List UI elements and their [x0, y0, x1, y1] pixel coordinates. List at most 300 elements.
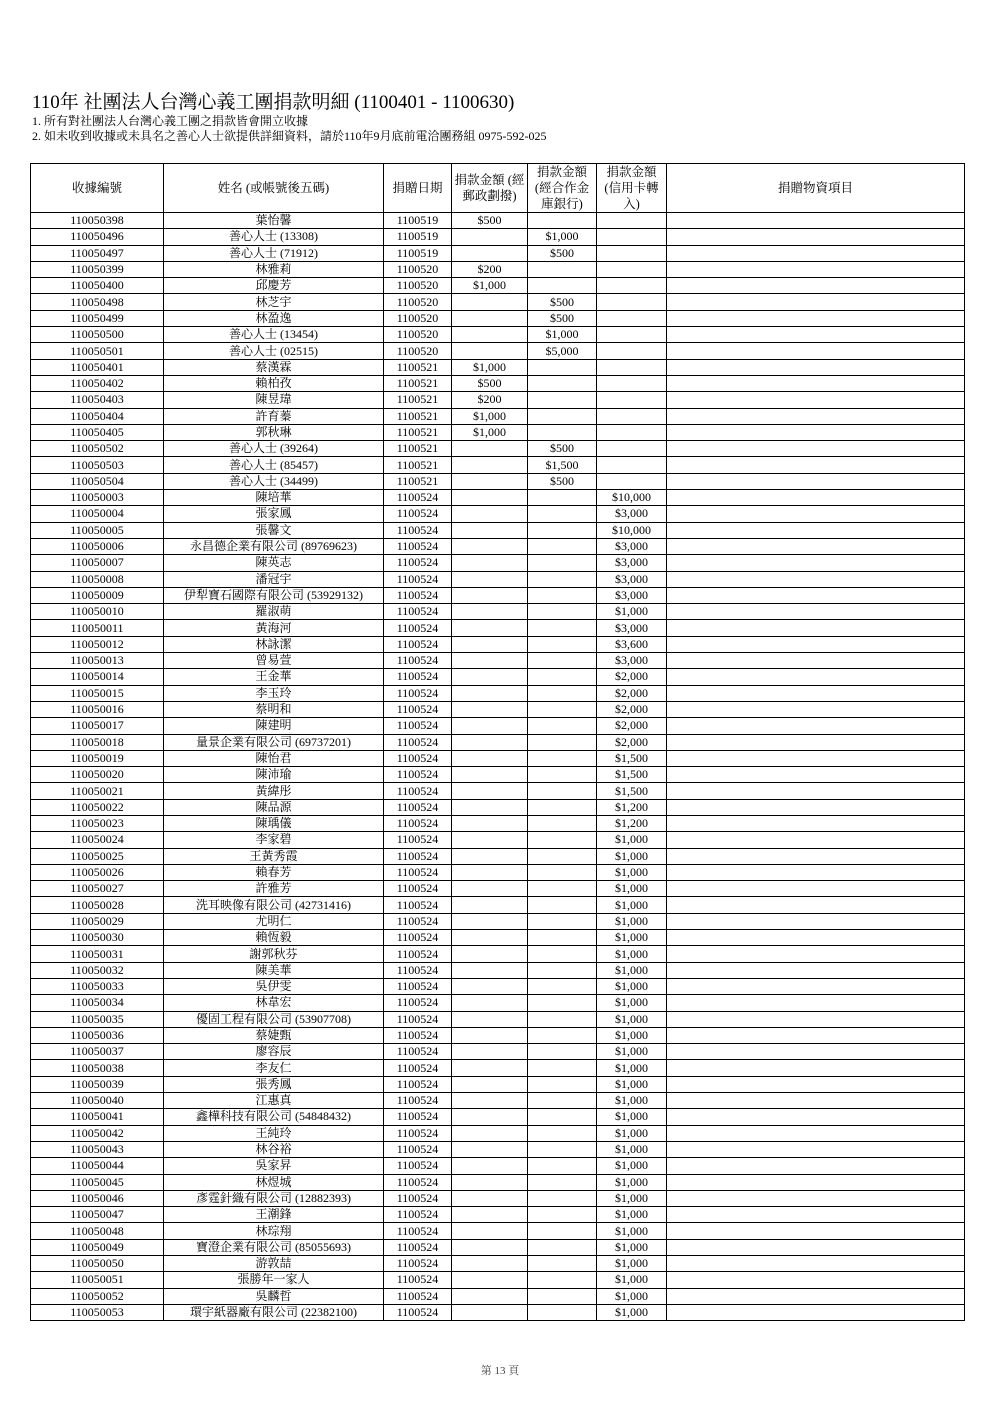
table-row	[31, 408, 965, 424]
table-row	[31, 294, 965, 310]
card-amount-cell: $1,000	[597, 1174, 667, 1190]
card-amount-cell	[597, 294, 667, 310]
card-amount-cell: $1,000	[597, 1141, 667, 1157]
bank-amount-cell: $500	[528, 310, 597, 326]
bank-amount-cell	[528, 962, 597, 978]
receipt-number-cell: 110050014	[31, 669, 164, 685]
card-amount-cell: $1,000	[597, 1256, 667, 1272]
bank-amount-cell	[528, 1239, 597, 1255]
table-row	[31, 783, 965, 799]
name-cell: 郭秋琳	[164, 424, 384, 440]
date-cell: 1100521	[384, 375, 452, 391]
receipt-number-cell: 110050016	[31, 701, 164, 717]
name-cell: 吳麟哲	[164, 1288, 384, 1304]
receipt-number-cell: 110050051	[31, 1272, 164, 1288]
bank-amount-cell	[528, 538, 597, 554]
card-amount-cell	[597, 278, 667, 294]
table-body	[31, 213, 965, 1321]
donated-items-cell	[667, 669, 965, 685]
bank-amount-cell	[528, 424, 597, 440]
receipt-number-cell: 110050401	[31, 359, 164, 375]
postal-amount-cell	[452, 799, 528, 815]
postal-amount-cell	[452, 1239, 528, 1255]
name-cell: 善心人士 (02515)	[164, 343, 384, 359]
name-cell: 吳家昇	[164, 1158, 384, 1174]
postal-amount-cell	[452, 1109, 528, 1125]
table-row	[31, 424, 965, 440]
receipt-number-cell: 110050015	[31, 685, 164, 701]
date-cell: 1100524	[384, 832, 452, 848]
table-row	[31, 685, 965, 701]
postal-amount-cell	[452, 897, 528, 913]
table-row	[31, 620, 965, 636]
postal-amount-cell	[452, 864, 528, 880]
postal-amount-cell	[452, 767, 528, 783]
table-row	[31, 1011, 965, 1027]
bank-amount-cell	[528, 1109, 597, 1125]
receipt-number-cell: 110050007	[31, 555, 164, 571]
receipt-number-cell: 110050050	[31, 1256, 164, 1272]
postal-amount-cell	[452, 457, 528, 473]
bank-amount-cell	[528, 587, 597, 603]
donated-items-cell	[667, 538, 965, 554]
postal-amount-cell	[452, 1011, 528, 1027]
date-cell: 1100524	[384, 815, 452, 831]
header-card-amount: 捐款金額 (信用卡轉入)	[597, 164, 667, 213]
donated-items-cell	[667, 424, 965, 440]
bank-amount-cell	[528, 620, 597, 636]
postal-amount-cell	[452, 636, 528, 652]
table-row	[31, 506, 965, 522]
postal-amount-cell	[452, 1174, 528, 1190]
postal-amount-cell	[452, 1207, 528, 1223]
card-amount-cell	[597, 229, 667, 245]
postal-amount-cell	[452, 718, 528, 734]
donated-items-cell	[667, 750, 965, 766]
receipt-number-cell: 110050012	[31, 636, 164, 652]
donated-items-cell	[667, 1141, 965, 1157]
bank-amount-cell	[528, 1044, 597, 1060]
receipt-number-cell: 110050399	[31, 261, 164, 277]
table-row	[31, 848, 965, 864]
card-amount-cell: $1,000	[597, 913, 667, 929]
name-cell: 陳怡君	[164, 750, 384, 766]
date-cell: 1100524	[384, 685, 452, 701]
date-cell: 1100519	[384, 245, 452, 261]
date-cell: 1100524	[384, 1076, 452, 1092]
donated-items-cell	[667, 261, 965, 277]
postal-amount-cell	[452, 1158, 528, 1174]
donated-items-cell	[667, 571, 965, 587]
name-cell: 曾易萱	[164, 653, 384, 669]
table-row	[31, 457, 965, 473]
bank-amount-cell: $500	[528, 473, 597, 489]
bank-amount-cell	[528, 1256, 597, 1272]
name-cell: 陳瑀儀	[164, 815, 384, 831]
postal-amount-cell	[452, 1027, 528, 1043]
name-cell: 林盈逸	[164, 310, 384, 326]
name-cell: 陳品源	[164, 799, 384, 815]
bank-amount-cell	[528, 571, 597, 587]
date-cell: 1100524	[384, 1141, 452, 1157]
donated-items-cell	[667, 1256, 965, 1272]
bank-amount-cell	[528, 669, 597, 685]
card-amount-cell: $1,200	[597, 799, 667, 815]
table-row	[31, 897, 965, 913]
postal-amount-cell	[452, 1256, 528, 1272]
donated-items-cell	[667, 783, 965, 799]
card-amount-cell	[597, 310, 667, 326]
table-row	[31, 343, 965, 359]
donated-items-cell	[667, 913, 965, 929]
card-amount-cell: $2,000	[597, 718, 667, 734]
receipt-number-cell: 110050018	[31, 734, 164, 750]
postal-amount-cell	[452, 783, 528, 799]
postal-amount-cell	[452, 327, 528, 343]
table-row	[31, 538, 965, 554]
receipt-number-cell: 110050006	[31, 538, 164, 554]
receipt-number-cell: 110050500	[31, 327, 164, 343]
date-cell: 1100524	[384, 1190, 452, 1206]
table-row	[31, 1174, 965, 1190]
card-amount-cell: $1,500	[597, 783, 667, 799]
bank-amount-cell	[528, 881, 597, 897]
donated-items-cell	[667, 1288, 965, 1304]
bank-amount-cell: $5,000	[528, 343, 597, 359]
table-row	[31, 1304, 965, 1320]
card-amount-cell: $1,000	[597, 1060, 667, 1076]
name-cell: 量景企業有限公司 (69737201)	[164, 734, 384, 750]
receipt-number-cell: 110050027	[31, 881, 164, 897]
postal-amount-cell: $200	[452, 392, 528, 408]
receipt-number-cell: 110050497	[31, 245, 164, 261]
name-cell: 林琮翔	[164, 1223, 384, 1239]
name-cell: 鑫樺科技有限公司 (54848432)	[164, 1109, 384, 1125]
date-cell: 1100521	[384, 441, 452, 457]
postal-amount-cell	[452, 473, 528, 489]
postal-amount-cell	[452, 441, 528, 457]
receipt-number-cell: 110050033	[31, 978, 164, 994]
card-amount-cell: $1,500	[597, 750, 667, 766]
name-cell: 陳沛瑜	[164, 767, 384, 783]
name-cell: 李友仁	[164, 1060, 384, 1076]
donated-items-cell	[667, 229, 965, 245]
card-amount-cell: $1,000	[597, 1207, 667, 1223]
postal-amount-cell	[452, 653, 528, 669]
donated-items-cell	[667, 1093, 965, 1109]
postal-amount-cell	[452, 962, 528, 978]
donated-items-cell	[667, 701, 965, 717]
receipt-number-cell: 110050502	[31, 441, 164, 457]
table-row	[31, 587, 965, 603]
table-row	[31, 441, 965, 457]
card-amount-cell: $1,000	[597, 995, 667, 1011]
date-cell: 1100524	[384, 1060, 452, 1076]
table-row	[31, 1044, 965, 1060]
receipt-number-cell: 110050019	[31, 750, 164, 766]
donated-items-cell	[667, 555, 965, 571]
bank-amount-cell	[528, 604, 597, 620]
name-cell: 洗耳映像有限公司 (42731416)	[164, 897, 384, 913]
bank-amount-cell: $500	[528, 441, 597, 457]
receipt-number-cell: 110050021	[31, 783, 164, 799]
table-row	[31, 930, 965, 946]
name-cell: 善心人士 (13308)	[164, 229, 384, 245]
receipt-number-cell: 110050032	[31, 962, 164, 978]
bank-amount-cell	[528, 1304, 597, 1320]
table-row	[31, 1239, 965, 1255]
bank-amount-cell	[528, 913, 597, 929]
table-row	[31, 571, 965, 587]
card-amount-cell	[597, 261, 667, 277]
receipt-number-cell: 110050499	[31, 310, 164, 326]
table-row	[31, 555, 965, 571]
postal-amount-cell	[452, 587, 528, 603]
date-cell: 1100520	[384, 261, 452, 277]
name-cell: 王金華	[164, 669, 384, 685]
receipt-number-cell: 110050025	[31, 848, 164, 864]
table-row	[31, 359, 965, 375]
date-cell: 1100524	[384, 571, 452, 587]
postal-amount-cell	[452, 1190, 528, 1206]
table-row	[31, 978, 965, 994]
header-bank-amount: 捐款金額 (經合作金庫銀行)	[528, 164, 597, 213]
name-cell: 優固工程有限公司 (53907708)	[164, 1011, 384, 1027]
card-amount-cell: $1,000	[597, 978, 667, 994]
receipt-number-cell: 110050009	[31, 587, 164, 603]
postal-amount-cell: $500	[452, 375, 528, 391]
date-cell: 1100524	[384, 881, 452, 897]
bank-amount-cell	[528, 213, 597, 229]
card-amount-cell: $1,000	[597, 946, 667, 962]
date-cell: 1100524	[384, 734, 452, 750]
donated-items-cell	[667, 799, 965, 815]
card-amount-cell	[597, 457, 667, 473]
name-cell: 賴柏孜	[164, 375, 384, 391]
table-row	[31, 261, 965, 277]
name-cell: 張馨文	[164, 522, 384, 538]
bank-amount-cell	[528, 718, 597, 734]
name-cell: 黃海河	[164, 620, 384, 636]
table-row	[31, 327, 965, 343]
date-cell: 1100521	[384, 457, 452, 473]
date-cell: 1100524	[384, 978, 452, 994]
card-amount-cell: $3,000	[597, 555, 667, 571]
card-amount-cell: $1,000	[597, 1044, 667, 1060]
bank-amount-cell	[528, 1093, 597, 1109]
receipt-number-cell: 110050037	[31, 1044, 164, 1060]
donation-table	[30, 163, 965, 1321]
postal-amount-cell	[452, 685, 528, 701]
date-cell: 1100520	[384, 278, 452, 294]
date-cell: 1100524	[384, 701, 452, 717]
postal-amount-cell	[452, 1060, 528, 1076]
postal-amount-cell	[452, 848, 528, 864]
bank-amount-cell	[528, 815, 597, 831]
donated-items-cell	[667, 1158, 965, 1174]
date-cell: 1100524	[384, 490, 452, 506]
name-cell: 寶澄企業有限公司 (85055693)	[164, 1239, 384, 1255]
table-row	[31, 815, 965, 831]
postal-amount-cell	[452, 1044, 528, 1060]
donated-items-cell	[667, 1027, 965, 1043]
donated-items-cell	[667, 490, 965, 506]
postal-amount-cell	[452, 946, 528, 962]
bank-amount-cell	[528, 1158, 597, 1174]
donated-items-cell	[667, 832, 965, 848]
donated-items-cell	[667, 1190, 965, 1206]
donated-items-cell	[667, 1304, 965, 1320]
date-cell: 1100520	[384, 294, 452, 310]
card-amount-cell	[597, 473, 667, 489]
bank-amount-cell	[528, 359, 597, 375]
bank-amount-cell	[528, 946, 597, 962]
donated-items-cell	[667, 1109, 965, 1125]
date-cell: 1100521	[384, 359, 452, 375]
date-cell: 1100524	[384, 1304, 452, 1320]
header-date: 捐贈日期	[384, 164, 452, 213]
card-amount-cell: $2,000	[597, 685, 667, 701]
donated-items-cell	[667, 734, 965, 750]
receipt-number-cell: 110050504	[31, 473, 164, 489]
receipt-number-cell: 110050046	[31, 1190, 164, 1206]
date-cell: 1100524	[384, 783, 452, 799]
receipt-number-cell: 110050503	[31, 457, 164, 473]
name-cell: 王黃秀霞	[164, 848, 384, 864]
bank-amount-cell	[528, 375, 597, 391]
receipt-number-cell: 110050011	[31, 620, 164, 636]
date-cell: 1100524	[384, 604, 452, 620]
bank-amount-cell	[528, 1207, 597, 1223]
card-amount-cell	[597, 375, 667, 391]
postal-amount-cell	[452, 604, 528, 620]
receipt-number-cell: 110050035	[31, 1011, 164, 1027]
postal-amount-cell	[452, 930, 528, 946]
date-cell: 1100520	[384, 343, 452, 359]
postal-amount-cell	[452, 555, 528, 571]
table-row	[31, 946, 965, 962]
bank-amount-cell: $500	[528, 245, 597, 261]
receipt-number-cell: 110050047	[31, 1207, 164, 1223]
card-amount-cell: $10,000	[597, 490, 667, 506]
date-cell: 1100524	[384, 1109, 452, 1125]
table-row	[31, 734, 965, 750]
donated-items-cell	[667, 930, 965, 946]
date-cell: 1100524	[384, 669, 452, 685]
donated-items-cell	[667, 718, 965, 734]
card-amount-cell: $3,000	[597, 653, 667, 669]
card-amount-cell: $1,000	[597, 1223, 667, 1239]
donated-items-cell	[667, 522, 965, 538]
receipt-number-cell: 110050029	[31, 913, 164, 929]
bank-amount-cell	[528, 555, 597, 571]
bank-amount-cell	[528, 1223, 597, 1239]
receipt-number-cell: 110050402	[31, 375, 164, 391]
postal-amount-cell	[452, 343, 528, 359]
table-row	[31, 392, 965, 408]
table-row	[31, 750, 965, 766]
table-row	[31, 1027, 965, 1043]
bank-amount-cell	[528, 1011, 597, 1027]
table-row	[31, 1223, 965, 1239]
name-cell: 尤明仁	[164, 913, 384, 929]
table-row	[31, 310, 965, 326]
table-row	[31, 669, 965, 685]
table-row	[31, 832, 965, 848]
name-cell: 葉怡馨	[164, 213, 384, 229]
name-cell: 李玉玲	[164, 685, 384, 701]
bank-amount-cell	[528, 848, 597, 864]
date-cell: 1100524	[384, 1011, 452, 1027]
postal-amount-cell: $500	[452, 213, 528, 229]
bank-amount-cell	[528, 653, 597, 669]
name-cell: 陳昱瑋	[164, 392, 384, 408]
bank-amount-cell: $500	[528, 294, 597, 310]
date-cell: 1100524	[384, 587, 452, 603]
note-contact: 2. 如未收到收據或未具名之善心人士欲提供詳細資料，請於110年9月底前電洽團務組 0975-592-025	[32, 129, 547, 143]
date-cell: 1100524	[384, 995, 452, 1011]
card-amount-cell: $1,000	[597, 1011, 667, 1027]
date-cell: 1100524	[384, 1207, 452, 1223]
receipt-number-cell: 110050048	[31, 1223, 164, 1239]
header-name: 姓名 (或帳號後五碼)	[164, 164, 384, 213]
card-amount-cell: $1,000	[597, 1190, 667, 1206]
card-amount-cell: $1,000	[597, 1109, 667, 1125]
table-row	[31, 1125, 965, 1141]
bank-amount-cell	[528, 897, 597, 913]
page-number: 第 13 頁	[480, 1365, 520, 1377]
receipt-number-cell: 110050049	[31, 1239, 164, 1255]
name-cell: 游敦喆	[164, 1256, 384, 1272]
receipt-number-cell: 110050498	[31, 294, 164, 310]
card-amount-cell: $1,000	[597, 930, 667, 946]
note-receipt: 1. 所有對社團法人台灣心義工團之捐款皆會開立收據	[32, 114, 309, 128]
receipt-number-cell: 110050034	[31, 995, 164, 1011]
receipt-number-cell: 110050038	[31, 1060, 164, 1076]
receipt-number-cell: 110050404	[31, 408, 164, 424]
card-amount-cell: $1,000	[597, 1304, 667, 1320]
postal-amount-cell	[452, 310, 528, 326]
donated-items-cell	[667, 653, 965, 669]
card-amount-cell: $1,000	[597, 897, 667, 913]
bank-amount-cell	[528, 701, 597, 717]
donated-items-cell	[667, 1060, 965, 1076]
receipt-number-cell: 110050400	[31, 278, 164, 294]
name-cell: 陳美華	[164, 962, 384, 978]
card-amount-cell: $1,000	[597, 1076, 667, 1092]
card-amount-cell	[597, 245, 667, 261]
card-amount-cell: $1,000	[597, 848, 667, 864]
date-cell: 1100520	[384, 310, 452, 326]
date-cell: 1100524	[384, 1174, 452, 1190]
date-cell: 1100524	[384, 636, 452, 652]
name-cell: 陳培華	[164, 490, 384, 506]
table-row	[31, 1272, 965, 1288]
donated-items-cell	[667, 294, 965, 310]
bank-amount-cell	[528, 506, 597, 522]
header-postal-amount: 捐款金額 (經郵政劃撥)	[452, 164, 528, 213]
donated-items-cell	[667, 604, 965, 620]
table-row	[31, 213, 965, 229]
table-row	[31, 653, 965, 669]
bank-amount-cell	[528, 1027, 597, 1043]
donated-items-cell	[667, 636, 965, 652]
table-row	[31, 718, 965, 734]
card-amount-cell: $3,000	[597, 620, 667, 636]
card-amount-cell	[597, 359, 667, 375]
name-cell: 林雅莉	[164, 261, 384, 277]
postal-amount-cell: $1,000	[452, 424, 528, 440]
